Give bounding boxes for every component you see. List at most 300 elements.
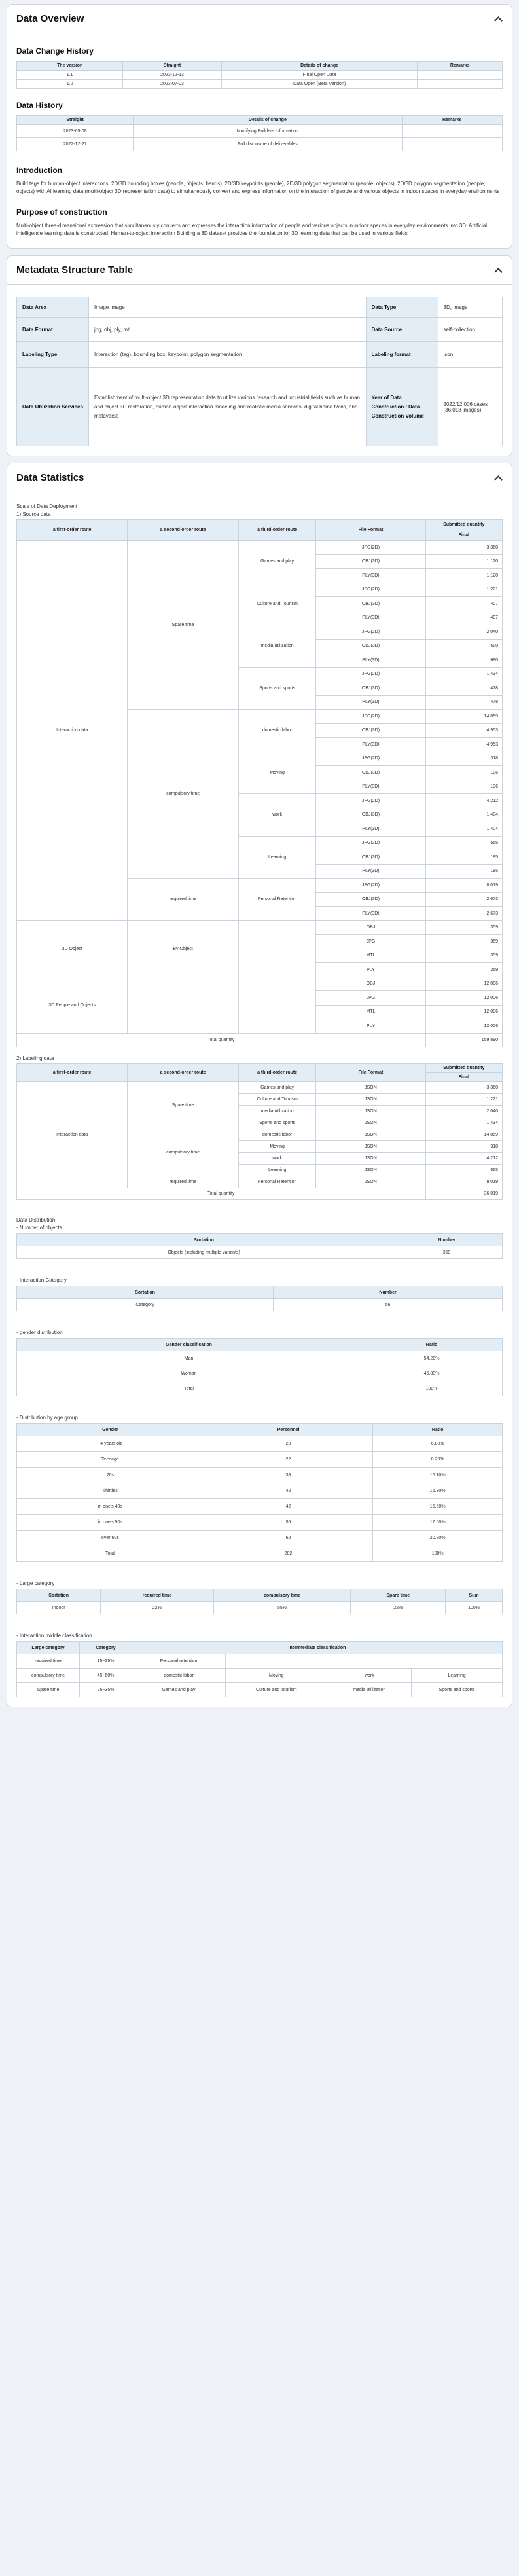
purpose-title: Purpose of construction <box>16 208 107 217</box>
quantity: 12,006 <box>425 1005 502 1019</box>
col-header: a second-order route <box>128 1064 238 1082</box>
file-format: OBJ(3D) <box>316 766 425 780</box>
cell: 6.80% <box>373 1436 503 1452</box>
category-l3: Games and play <box>238 541 316 583</box>
num-objects-title: - Number of objects <box>16 1225 62 1231</box>
cell: 15~25% <box>80 1654 132 1669</box>
file-format: OBJ(3D) <box>316 723 425 738</box>
source-data-table <box>16 519 503 1047</box>
category-l3: Sports and sports <box>238 667 316 710</box>
data-history-title: Data History <box>16 101 63 110</box>
age-table <box>16 1423 503 1562</box>
meta-key: Data Type <box>366 297 438 318</box>
col-header: Remarks <box>402 116 502 125</box>
col-header: Gender classification <box>17 1339 361 1351</box>
metadata-table <box>16 297 503 446</box>
cell: over 60s <box>17 1531 204 1546</box>
category-l2: required time <box>128 1176 238 1188</box>
cell: Objects (including multiple variants) <box>17 1246 391 1259</box>
quantity: 1,434 <box>425 1117 502 1129</box>
file-format: JPG(2D) <box>316 583 425 597</box>
cell: Moving <box>226 1669 327 1683</box>
col-header: Ratio <box>373 1424 503 1436</box>
metadata-title: Metadata Structure Table <box>16 264 134 276</box>
total-label: Total quantity <box>17 1033 426 1047</box>
gender-title: - gender distribution <box>16 1330 63 1335</box>
file-format: JSON <box>316 1176 425 1188</box>
category-l3: Moving <box>238 752 316 794</box>
category-l3: domestic labor <box>238 710 316 752</box>
num-objects-table <box>16 1233 503 1259</box>
table-row <box>17 1602 503 1614</box>
meta-value: jpg, obj, ply, mtl <box>89 318 367 342</box>
quantity: 1,404 <box>425 808 502 822</box>
col-header: Category <box>80 1642 132 1654</box>
statistics-card <box>7 463 512 1707</box>
file-format: JPG <box>316 991 425 1006</box>
table-row <box>17 1546 503 1562</box>
file-format: MTL <box>316 949 425 963</box>
cell: in one's 50s <box>17 1515 204 1531</box>
col-header: a third-order route <box>238 520 316 541</box>
meta-key: Data Source <box>366 318 438 342</box>
cell: 100% <box>446 1602 503 1614</box>
cell: Spare time <box>17 1683 80 1697</box>
meta-value: Image Image <box>89 297 367 318</box>
category-l3: Learning <box>238 1165 316 1176</box>
meta-key: Data Format <box>17 318 89 342</box>
table-row <box>17 1351 503 1366</box>
file-format: PLY(3D) <box>316 695 425 710</box>
col-header: Number <box>274 1286 503 1299</box>
meta-key: Labeling Type <box>17 342 89 368</box>
col-header: Straight <box>123 62 222 71</box>
col-header: a third-order route <box>238 1064 316 1082</box>
change-history-title: Data Change History <box>16 46 94 56</box>
change-history-table <box>16 61 503 89</box>
cell: 16.10% <box>373 1468 503 1483</box>
col-header: Gender <box>17 1424 204 1436</box>
col-header: Final <box>425 530 502 541</box>
file-format: JPG <box>316 935 425 949</box>
cell: Final Open Data <box>221 71 418 80</box>
file-format: OBJ(3D) <box>316 808 425 822</box>
scale-title: Scale of Data Deployment <box>16 503 77 509</box>
meta-value: Establishment of multi-object 3D representation data to utilize various research and industrial fields such as human and object 3D restoration, human-object interaction modeling and realistic media services, digital home twins, and metaverse <box>89 368 367 446</box>
cell: 8.20% <box>373 1452 503 1468</box>
category-l1: Interaction data <box>17 541 128 921</box>
category-l3 <box>238 920 316 977</box>
category-l2: By Object <box>128 920 238 977</box>
cell: 56 <box>274 1299 503 1311</box>
category-l3: Games and play <box>238 1082 316 1094</box>
quantity: 14,859 <box>425 710 502 724</box>
category-l3: work <box>238 794 316 837</box>
introduction-title: Introduction <box>16 166 62 175</box>
quantity: 4,212 <box>425 1153 502 1165</box>
meta-key: Year of Data Construction / Data Construction Volume <box>366 368 438 446</box>
quantity: 2,040 <box>425 625 502 640</box>
file-format: OBJ(3D) <box>316 639 425 653</box>
col-header: Large category <box>17 1642 80 1654</box>
file-format: JPG(2D) <box>316 710 425 724</box>
col-header: Submitted quantity <box>425 1064 502 1073</box>
col-header: Number <box>391 1234 503 1246</box>
quantity: 318 <box>425 1141 502 1153</box>
file-format: JPG(2D) <box>316 752 425 766</box>
category-l2: required time <box>128 879 238 921</box>
category-l3: domestic labor <box>238 1129 316 1141</box>
category-l3: Sports and sports <box>238 1117 316 1129</box>
col-header: a first-order route <box>17 1064 128 1082</box>
cell: Data Open (Beta Version) <box>221 80 418 89</box>
cell: 17.50% <box>373 1515 503 1531</box>
cell: 45~60% <box>80 1669 132 1683</box>
col-header: Details of change <box>134 116 402 125</box>
quantity: 185 <box>425 864 502 879</box>
source-data-title: 1) Source data <box>16 511 51 517</box>
table-row <box>17 1483 503 1499</box>
col-header: a first-order route <box>17 520 128 541</box>
table-row <box>17 125 503 138</box>
introduction-text: Build tags for human-object interactions, 2D/3D bounding boxes (people, objects, hands), 2D/3D keypoints (people), 2D/3D polygon segmentation (people, objects), 2D/3D polygon segmentation (people, objects) with AI learning data (multi-object 3D representation data) to simultaneously convert and express information on the interaction of people and various objects in indoor spaces in everyday environments <box>16 181 500 194</box>
cell: 2023-07-03 <box>123 80 222 89</box>
col-header: Details of change <box>221 62 418 71</box>
meta-key: Labeling format <box>366 342 438 368</box>
category-l3: media utilization <box>238 625 316 668</box>
category-l3: work <box>238 1153 316 1165</box>
chevron-up-icon[interactable] <box>493 14 503 24</box>
col-header: Ratio <box>361 1339 503 1351</box>
quantity: 1,404 <box>425 822 502 837</box>
cell: media utilization <box>327 1683 412 1697</box>
cell: 2023-05-08 <box>17 125 134 138</box>
cell <box>402 125 502 138</box>
file-format: JPG(2D) <box>316 667 425 681</box>
meta-value: 2022/12,006 cases (36,018 images) <box>438 368 502 446</box>
col-header: Sum <box>446 1589 503 1602</box>
file-format: JPG(2D) <box>316 794 425 808</box>
table-row <box>17 1452 503 1468</box>
file-format: PLY(3D) <box>316 653 425 668</box>
table-row <box>17 1246 503 1259</box>
table-row <box>17 1299 503 1311</box>
file-format: OBJ(3D) <box>316 554 425 569</box>
col-header: The version <box>17 62 123 71</box>
cell: 16.30% <box>373 1483 503 1499</box>
file-format: JSON <box>316 1106 425 1117</box>
labeling-data-table <box>16 1063 503 1200</box>
col-header: required time <box>101 1589 213 1602</box>
quantity: 359 <box>425 920 502 935</box>
quantity: 3,360 <box>425 541 502 555</box>
quantity: 1,221 <box>425 583 502 597</box>
table-row <box>17 368 503 446</box>
quantity: 12,006 <box>425 1019 502 1034</box>
cell: 2022-12-27 <box>17 138 134 151</box>
table-row <box>17 318 503 342</box>
table-row <box>17 1468 503 1483</box>
table-row <box>17 977 503 991</box>
gender-table <box>16 1338 503 1396</box>
file-format: PLY(3D) <box>316 822 425 837</box>
quantity: 14,859 <box>425 1129 502 1141</box>
category-l3: media utilization <box>238 1106 316 1117</box>
cell: 1.0 <box>17 80 123 89</box>
quantity: 185 <box>425 850 502 865</box>
total-row <box>17 1033 503 1047</box>
category-l3: Culture and Tourism <box>238 1094 316 1106</box>
table-row <box>17 541 503 555</box>
table-row <box>17 80 503 89</box>
file-format: PLY <box>316 1019 425 1034</box>
quantity: 318 <box>425 752 502 766</box>
quantity: 4,953 <box>425 723 502 738</box>
file-format: OBJ <box>316 977 425 991</box>
col-header: Personnel <box>204 1424 373 1436</box>
table-row <box>17 1531 503 1546</box>
meta-key: Data Utilization Services <box>17 368 89 446</box>
category-l3: Learning <box>238 836 316 879</box>
col-header: Sortation <box>17 1234 391 1246</box>
cell: Category <box>17 1299 274 1311</box>
cell: 38 <box>204 1468 373 1483</box>
col-header: File Format <box>316 1064 425 1082</box>
file-format: MTL <box>316 1005 425 1019</box>
quantity: 8,019 <box>425 879 502 893</box>
quantity: 359 <box>425 963 502 977</box>
cell: 1.1 <box>17 71 123 80</box>
quantity: 1,221 <box>425 1094 502 1106</box>
cell: 22 <box>204 1452 373 1468</box>
file-format: PLY(3D) <box>316 569 425 583</box>
quantity: 478 <box>425 695 502 710</box>
chevron-up-icon[interactable] <box>493 266 503 275</box>
col-header: compulsory time <box>213 1589 351 1602</box>
file-format: JPG(2D) <box>316 836 425 850</box>
col-header: Sortation <box>17 1589 101 1602</box>
category-l1: 3D Object <box>17 920 128 977</box>
cell: Modifying Builders Information <box>134 125 402 138</box>
table-row <box>17 1654 503 1669</box>
table-row <box>17 1669 503 1683</box>
cell: 15.50% <box>373 1499 503 1515</box>
file-format: JSON <box>316 1129 425 1141</box>
file-format: OBJ(3D) <box>316 597 425 611</box>
category-l3: Personal Retention <box>238 1176 316 1188</box>
col-header: Sortation <box>17 1286 274 1299</box>
table-row <box>17 920 503 935</box>
cell: Man <box>17 1351 361 1366</box>
cell: 25~35% <box>80 1683 132 1697</box>
cell: 20 <box>204 1436 373 1452</box>
table-row <box>17 297 503 318</box>
file-format: PLY(3D) <box>316 611 425 625</box>
cell: 100% <box>361 1381 503 1396</box>
cell: 100% <box>373 1546 503 1562</box>
distribution-title: Data Distribution <box>16 1217 56 1223</box>
cell: 20s <box>17 1468 204 1483</box>
cell: Games and play <box>132 1683 226 1697</box>
meta-key: Data Area <box>17 297 89 318</box>
category-l3 <box>238 977 316 1033</box>
interaction-category-title: - Interaction Category <box>16 1277 67 1283</box>
col-header: Remarks <box>418 62 503 71</box>
quantity: 555 <box>425 836 502 850</box>
quantity: 2,673 <box>425 892 502 907</box>
quantity: 555 <box>425 1165 502 1176</box>
cell: Full disclosure of deliverables <box>134 138 402 151</box>
cell: 42 <box>204 1499 373 1515</box>
middle-classification-table <box>16 1641 503 1697</box>
table-row <box>17 138 503 151</box>
quantity: 2,673 <box>425 907 502 921</box>
quantity: 12,006 <box>425 977 502 991</box>
file-format: JSON <box>316 1082 425 1094</box>
quantity: 106 <box>425 780 502 794</box>
total-value: 36,019 <box>425 1188 502 1200</box>
quantity: 3,360 <box>425 1082 502 1094</box>
cell: Learning <box>412 1669 503 1683</box>
statistics-header[interactable] <box>7 463 512 492</box>
col-header: Straight <box>17 116 134 125</box>
middle-classification-title: - Interaction middle classification <box>16 1633 92 1639</box>
category-l3: Culture and Tourism <box>238 583 316 625</box>
quantity: 4,953 <box>425 738 502 752</box>
total-label: Total quantity <box>17 1188 426 1200</box>
purpose-text: Multi-object three-dimensional expression that simultaneously converts and expresses the interaction information of people and various objects in indoor spaces in everyday environments into 3D. Artificial intelligence learning data is constructed. Human-to-object interaction Building a 3D dataset provides the foundation for 3D learning data that can be used in various fields <box>16 223 488 236</box>
category-l2: compulsory time <box>128 710 238 879</box>
file-format: JPG(2D) <box>316 879 425 893</box>
category-l1: 3D People and Objects <box>17 977 128 1033</box>
quantity: 407 <box>425 597 502 611</box>
data-history-table <box>16 115 503 151</box>
cell: Total <box>17 1381 361 1396</box>
table-row <box>17 1366 503 1381</box>
file-format: PLY(3D) <box>316 738 425 752</box>
cell: Sports and sports <box>412 1683 503 1697</box>
cell: in one's 40s <box>17 1499 204 1515</box>
total-value: 159,890 <box>425 1033 502 1047</box>
cell <box>418 71 503 80</box>
category-l3: Personal Retention <box>238 879 316 921</box>
quantity: 106 <box>425 766 502 780</box>
cell: Thirties <box>17 1483 204 1499</box>
cell: domestic labor <box>132 1669 226 1683</box>
cell: compulsory time <box>17 1669 80 1683</box>
cell: 55 <box>204 1515 373 1531</box>
table-row <box>17 1683 503 1697</box>
quantity: 2,040 <box>425 1106 502 1117</box>
cell: ~4 years old <box>17 1436 204 1452</box>
metadata-card <box>7 255 512 456</box>
meta-value: self-collection <box>438 318 502 342</box>
file-format: JSON <box>316 1165 425 1176</box>
file-format: OBJ(3D) <box>316 850 425 865</box>
quantity: 4,212 <box>425 794 502 808</box>
overview-card <box>7 4 512 249</box>
meta-value: 3D, Image <box>438 297 502 318</box>
cell: Culture and Tourism <box>226 1683 327 1697</box>
cell: Total <box>17 1546 204 1562</box>
file-format: OBJ <box>316 920 425 935</box>
cell: 2023-12-13 <box>123 71 222 80</box>
category-l2: Spare time <box>128 1082 238 1129</box>
metadata-header[interactable] <box>7 256 512 285</box>
table-row <box>17 1381 503 1396</box>
col-header: Final <box>425 1073 502 1082</box>
cell <box>418 80 503 89</box>
col-header: a second-order route <box>128 520 238 541</box>
file-format: JSON <box>316 1153 425 1165</box>
cell: Teenage <box>17 1452 204 1468</box>
statistics-title: Data Statistics <box>16 472 84 483</box>
cell <box>226 1654 503 1669</box>
age-title: - Distribution by age group <box>16 1415 78 1421</box>
quantity: 680 <box>425 653 502 668</box>
total-row <box>17 1188 503 1200</box>
table-row <box>17 71 503 80</box>
table-row <box>17 342 503 368</box>
cell: required time <box>17 1654 80 1669</box>
category-l3: Moving <box>238 1141 316 1153</box>
table-row <box>17 1436 503 1452</box>
quantity: 1,120 <box>425 554 502 569</box>
category-l2: Spare time <box>128 541 238 710</box>
quantity: 359 <box>425 949 502 963</box>
cell: 42 <box>204 1483 373 1499</box>
table-row <box>17 1515 503 1531</box>
cell: 20.80% <box>373 1531 503 1546</box>
file-format: JPG(2D) <box>316 625 425 640</box>
cell <box>402 138 502 151</box>
cell: 54.20% <box>361 1351 503 1366</box>
file-format: PLY(3D) <box>316 780 425 794</box>
chevron-up-icon[interactable] <box>493 473 503 482</box>
cell: 55% <box>213 1602 351 1614</box>
cell: work <box>327 1669 412 1683</box>
cell: Woman <box>17 1366 361 1381</box>
large-category-table <box>16 1589 503 1614</box>
col-header: File Format <box>316 520 425 541</box>
category-l2: compulsory time <box>128 1129 238 1176</box>
meta-value: Interaction (tag), bounding box, keypoint, polygon segmentation <box>89 342 367 368</box>
quantity: 680 <box>425 639 502 653</box>
quantity: 12,006 <box>425 991 502 1006</box>
col-header: Spare time <box>351 1589 446 1602</box>
cell: 45.80% <box>361 1366 503 1381</box>
overview-title: Data Overview <box>16 13 84 24</box>
cell: Indoor <box>17 1602 101 1614</box>
labeling-data-title: 2) Labeling data <box>16 1055 54 1061</box>
meta-value: json <box>438 342 502 368</box>
quantity: 478 <box>425 681 502 696</box>
cell: 62 <box>204 1531 373 1546</box>
cell: 22% <box>101 1602 213 1614</box>
overview-header[interactable] <box>7 5 512 33</box>
file-format: JSON <box>316 1141 425 1153</box>
cell: 282 <box>204 1546 373 1562</box>
cell: 22% <box>351 1602 446 1614</box>
file-format: PLY(3D) <box>316 907 425 921</box>
file-format: OBJ(3D) <box>316 681 425 696</box>
file-format: JPG(2D) <box>316 541 425 555</box>
file-format: OBJ(3D) <box>316 892 425 907</box>
quantity: 8,019 <box>425 1176 502 1188</box>
interaction-category-table <box>16 1286 503 1311</box>
category-l1: Interaction data <box>17 1082 128 1188</box>
quantity: 1,120 <box>425 569 502 583</box>
